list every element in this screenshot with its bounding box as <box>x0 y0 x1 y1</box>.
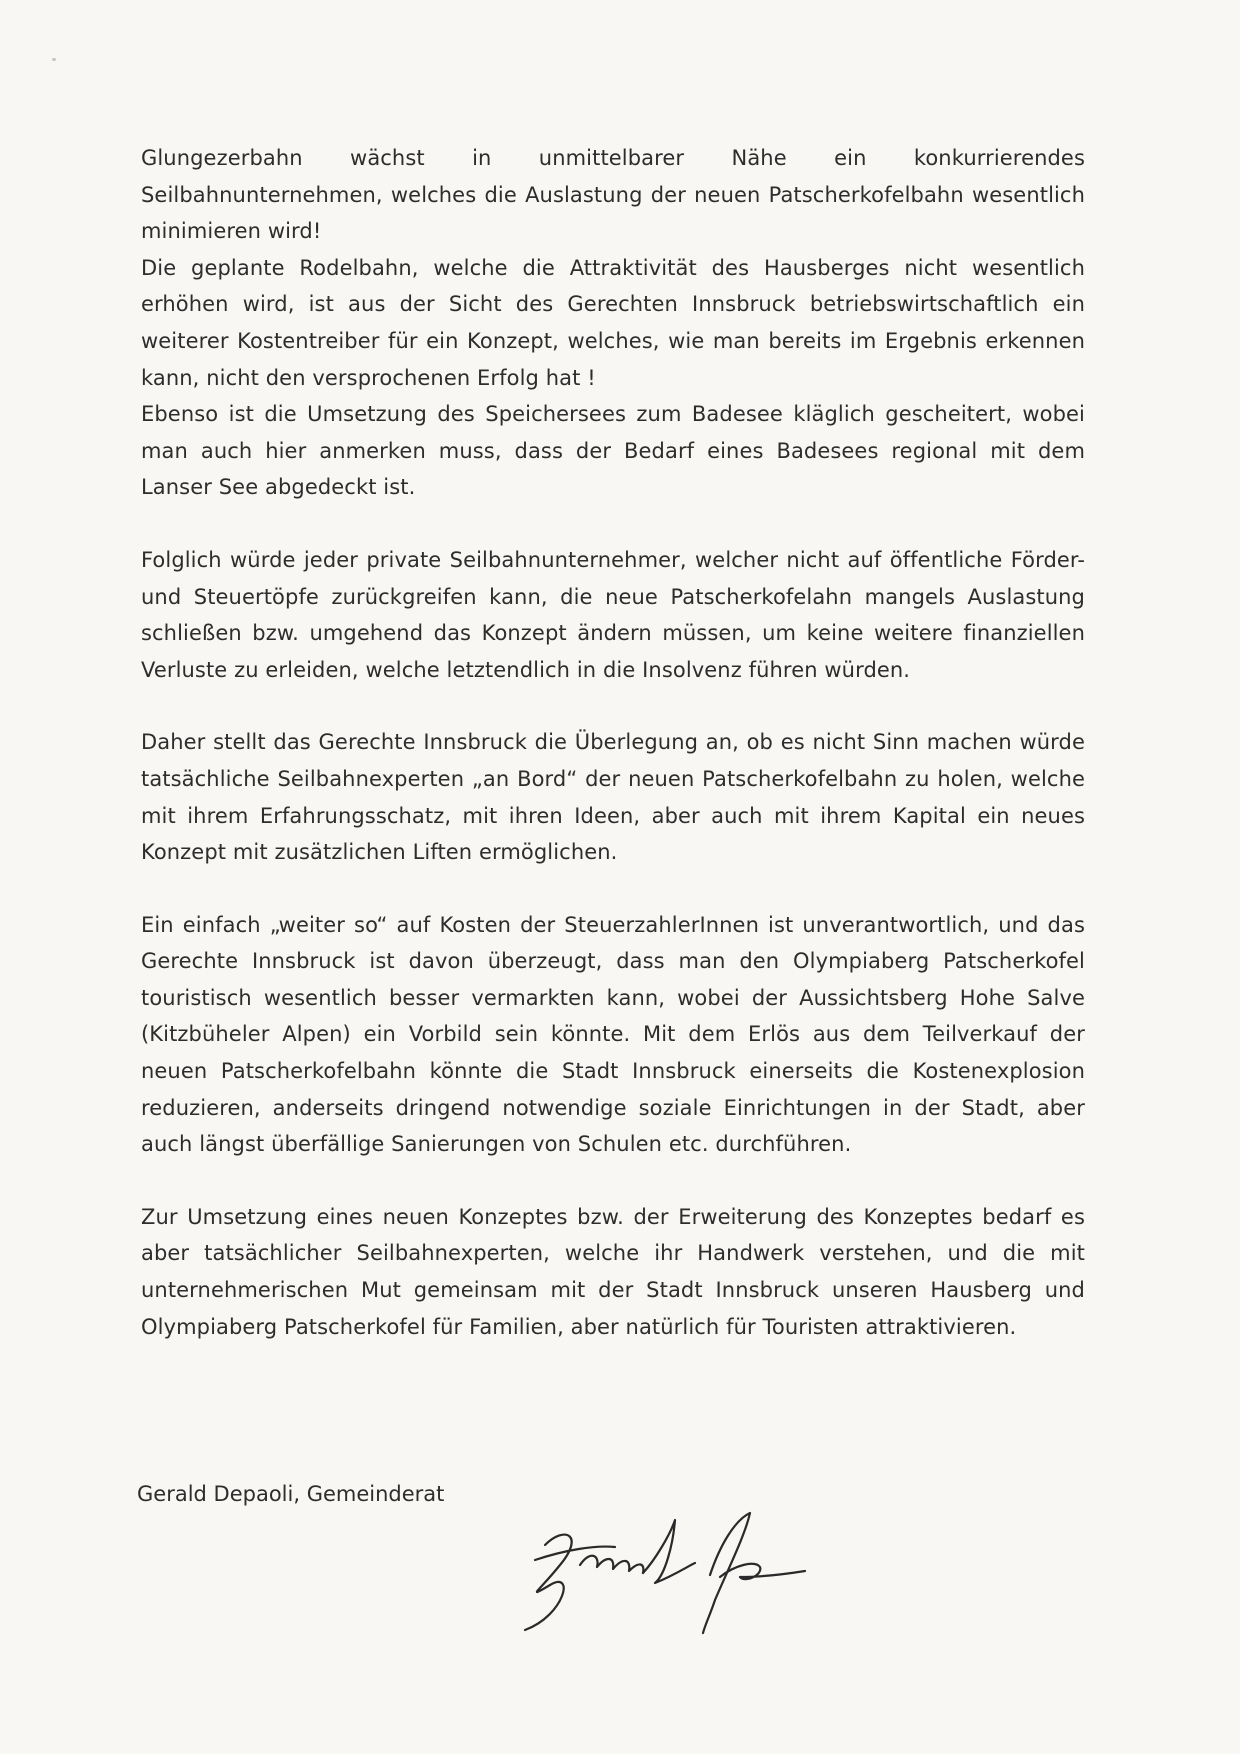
paragraph-rodelbahn: Die geplante Rodelbahn, welche die Attraktivität des Hausberges nicht wesentlich erhöhen wird, ist aus der Sicht des Gerechten Innsbruck betriebswirtschaftlich ein weiterer Kostentreiber für ein Konzept, welches, wie man bereits im Ergebnis erkennen kann, nicht den versprochenen Erfolg hat ! <box>141 255 1085 390</box>
letter-body <box>141 140 1085 1345</box>
handwritten-signature <box>505 1505 845 1645</box>
paragraph-folglich: Folglich würde jeder private Seilbahnunternehmer, welcher nicht auf öffentliche Förder- und Steuertöpfe zurückgreifen kann, die neue Patscherkofelahn mangels Auslastung schließen bzw. umgehend das Konzept ändern müssen, um keine weitere finanziellen Verluste zu erleiden, welche letztendlich in die Insolvenz führen würden. <box>141 547 1085 682</box>
paragraph-speichersee: Ebenso ist die Umsetzung des Speichersees zum Badesee kläglich gescheitert, wobei man auch hier anmerken muss, dass der Bedarf eines Badesees regional mit dem Lanser See abgedeckt ist. <box>141 402 1085 500</box>
paragraph-daher: Daher stellt das Gerechte Innsbruck die Überlegung an, ob es nicht Sinn machen würde tatsächliche Seilbahnexperten „an Bord“ der neuen Patscherkofelbahn zu holen, welche mit ihrem Erfahrungsschatz, mit ihren Ideen, aber auch mit ihrem Kapital ein neues Konzept mit zusätzlichen Liften ermöglichen. <box>141 730 1085 865</box>
paragraph-weiter-so: Ein einfach „weiter so“ auf Kosten der SteuerzahlerInnen ist unverantwortlich, und das Gerechte Innsbruck ist davon überzeugt, dass man den Olympiaberg Patscherkofel touristisch wesentlich besser vermarkten kann, wobei der Aussichtsberg Hohe Salve (Kitzbüheler Alpen) ein Vorbild sein könnte. Mit dem Erlös aus dem Teilverkauf der neuen Patscherkofelbahn könnte die Stadt Innsbruck einerseits die Kostenexplosion reduzieren, anderseits dringend notwendige soziale Einrichtungen in der Stadt, aber auch längst überfällige Sanierungen von Schulen etc. durchführen. <box>141 912 1085 1157</box>
paragraph-glungezerbahn: Glungezerbahn wächst in unmittelbarer Nähe ein konkurrierendes Seilbahnunternehmen, welches die Auslastung der neuen Patscherkofelbahn wesentlich minimieren wird! <box>141 146 1085 244</box>
signature-name-line: Gerald Depaoli, Gemeinderat <box>137 1482 445 1506</box>
scan-speck <box>52 58 56 61</box>
paragraph-umsetzung: Zur Umsetzung eines neuen Konzeptes bzw. der Erweiterung des Konzeptes bedarf es aber tatsächlicher Seilbahnexperten, welche ihr Handwerk verstehen, und die mit unternehmerischen Mut gemeinsam mit der Stadt Innsbruck unseren Hausberg und Olympiaberg Patscherkofel für Familien, aber natürlich für Touristen attraktivieren. <box>141 1204 1085 1339</box>
